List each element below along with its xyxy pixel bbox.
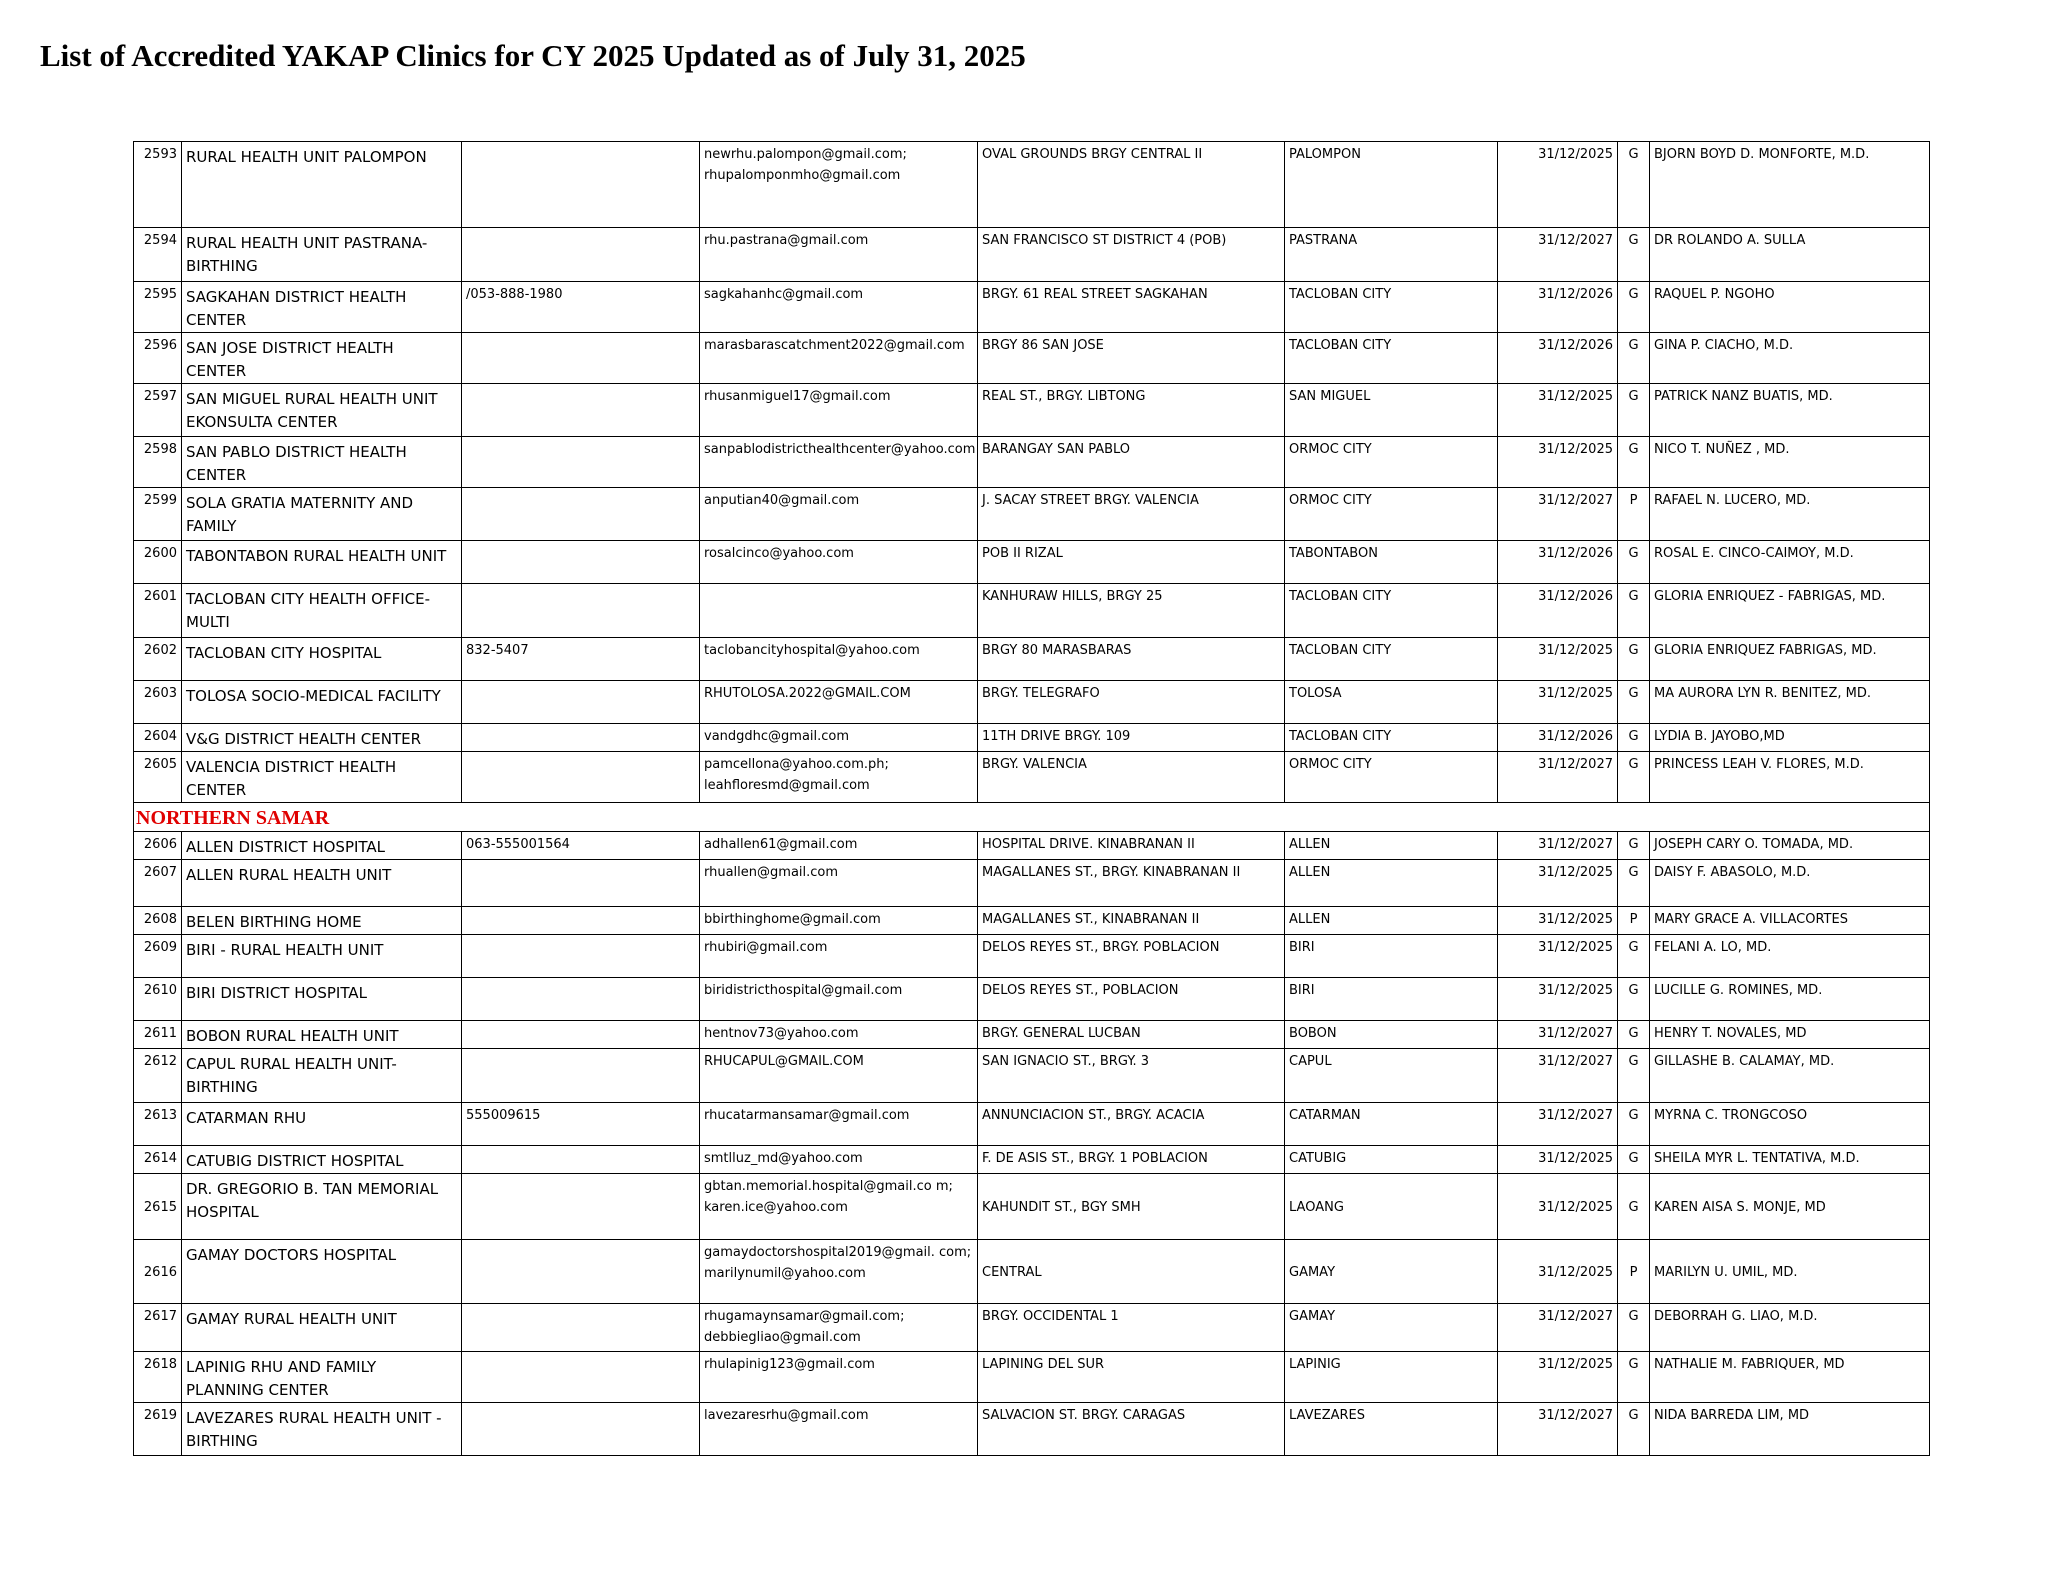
cell-no: 2603 [134, 681, 182, 724]
cell-email: rosalcinco@yahoo.com [700, 541, 978, 584]
cell-email [700, 584, 978, 638]
cell-head: NIDA BARREDA LIM, MD [1650, 1403, 1930, 1456]
cell-email: newrhu.palompon@gmail.com; rhupalomponmho@gmail.com [700, 142, 978, 228]
cell-head: HENRY T. NOVALES, MD [1650, 1021, 1930, 1049]
cell-name: CATARMAN RHU [182, 1103, 462, 1146]
cell-no: 2619 [134, 1403, 182, 1456]
cell-email: RHUCAPUL@GMAIL.COM [700, 1049, 978, 1103]
cell-no: 2596 [134, 333, 182, 384]
cell-email: taclobancityhospital@yahoo.com [700, 638, 978, 681]
cell-no: 2618 [134, 1352, 182, 1403]
cell-address: BRGY. TELEGRAFO [978, 681, 1285, 724]
cell-cat: G [1618, 541, 1650, 584]
cell-name: ALLEN RURAL HEALTH UNIT [182, 860, 462, 907]
table-row [134, 1352, 1930, 1403]
table-row [134, 1174, 1930, 1240]
cell-address: MAGALLANES ST., BRGY. KINABRANAN II [978, 860, 1285, 907]
table-row [134, 1103, 1930, 1146]
cell-no: 2608 [134, 907, 182, 935]
table-row [134, 228, 1930, 282]
cell-address: BRGY. OCCIDENTAL 1 [978, 1304, 1285, 1352]
cell-email: rhusanmiguel17@gmail.com [700, 384, 978, 437]
cell-name: SAN JOSE DISTRICT HEALTH CENTER [182, 333, 462, 384]
cell-no: 2606 [134, 832, 182, 860]
cell-phone: 063-555001564 [462, 832, 700, 860]
cell-email: sagkahanhc@gmail.com [700, 282, 978, 333]
table-row [134, 638, 1930, 681]
cell-no: 2598 [134, 437, 182, 488]
cell-valid: 31/12/2025 [1498, 681, 1618, 724]
cell-name: RURAL HEALTH UNIT PASTRANA-BIRTHING [182, 228, 462, 282]
cell-email: pamcellona@yahoo.com.ph; leahfloresmd@gmail.com [700, 752, 978, 803]
cell-no: 2605 [134, 752, 182, 803]
cell-city: LAPINIG [1285, 1352, 1498, 1403]
table-row [134, 1049, 1930, 1103]
cell-valid: 31/12/2025 [1498, 907, 1618, 935]
cell-head: MARILYN U. UMIL, MD. [1650, 1240, 1930, 1304]
cell-city: TABONTABON [1285, 541, 1498, 584]
cell-city: BOBON [1285, 1021, 1498, 1049]
cell-no: 2599 [134, 488, 182, 541]
table-body-eastern [134, 142, 1930, 803]
cell-name: RURAL HEALTH UNIT PALOMPON [182, 142, 462, 228]
cell-cat: G [1618, 384, 1650, 437]
cell-name: SAGKAHAN DISTRICT HEALTH CENTER [182, 282, 462, 333]
cell-no: 2595 [134, 282, 182, 333]
cell-cat: G [1618, 860, 1650, 907]
cell-city: TACLOBAN CITY [1285, 282, 1498, 333]
cell-name: CATUBIG DISTRICT HOSPITAL [182, 1146, 462, 1174]
cell-address: MAGALLANES ST., KINABRANAN II [978, 907, 1285, 935]
cell-name: LAVEZARES RURAL HEALTH UNIT - BIRTHING [182, 1403, 462, 1456]
cell-name: DR. GREGORIO B. TAN MEMORIAL HOSPITAL [182, 1174, 462, 1240]
cell-no: 2611 [134, 1021, 182, 1049]
cell-email: rhucatarmansamar@gmail.com [700, 1103, 978, 1146]
cell-city: TACLOBAN CITY [1285, 333, 1498, 384]
cell-phone [462, 724, 700, 752]
cell-city: CAPUL [1285, 1049, 1498, 1103]
cell-head: LUCILLE G. ROMINES, MD. [1650, 978, 1930, 1021]
cell-email: gamaydoctorshospital2019@gmail. com; marilynumil@yahoo.com [700, 1240, 978, 1304]
cell-city: ALLEN [1285, 832, 1498, 860]
table-row [134, 437, 1930, 488]
cell-cat: G [1618, 1049, 1650, 1103]
cell-cat: G [1618, 638, 1650, 681]
cell-valid: 31/12/2025 [1498, 1146, 1618, 1174]
cell-phone [462, 1352, 700, 1403]
cell-address: REAL ST., BRGY. LIBTONG [978, 384, 1285, 437]
cell-valid: 31/12/2027 [1498, 1403, 1618, 1456]
table-row [134, 1021, 1930, 1049]
cell-address: HOSPITAL DRIVE. KINABRANAN II [978, 832, 1285, 860]
cell-no: 2602 [134, 638, 182, 681]
cell-address: OVAL GROUNDS BRGY CENTRAL II [978, 142, 1285, 228]
cell-valid: 31/12/2027 [1498, 1021, 1618, 1049]
cell-email: RHUTOLOSA.2022@GMAIL.COM [700, 681, 978, 724]
cell-phone [462, 752, 700, 803]
cell-email: lavezaresrhu@gmail.com [700, 1403, 978, 1456]
cell-phone [462, 384, 700, 437]
table-row [134, 978, 1930, 1021]
table-row [134, 752, 1930, 803]
cell-head: BJORN BOYD D. MONFORTE, M.D. [1650, 142, 1930, 228]
cell-phone: 555009615 [462, 1103, 700, 1146]
cell-valid: 31/12/2026 [1498, 584, 1618, 638]
cell-phone [462, 860, 700, 907]
cell-city: ORMOC CITY [1285, 752, 1498, 803]
cell-cat: G [1618, 1174, 1650, 1240]
table-row [134, 282, 1930, 333]
cell-email: rhuallen@gmail.com [700, 860, 978, 907]
cell-head: NATHALIE M. FABRIQUER, MD [1650, 1352, 1930, 1403]
cell-phone [462, 1174, 700, 1240]
cell-name: TACLOBAN CITY HEALTH OFFICE-MULTI [182, 584, 462, 638]
cell-no: 2601 [134, 584, 182, 638]
cell-head: MA AURORA LYN R. BENITEZ, MD. [1650, 681, 1930, 724]
cell-cat: G [1618, 1146, 1650, 1174]
cell-no: 2607 [134, 860, 182, 907]
cell-head: MYRNA C. TRONGCOSO [1650, 1103, 1930, 1146]
cell-phone [462, 228, 700, 282]
cell-head: FELANI A. LO, MD. [1650, 935, 1930, 978]
cell-phone [462, 978, 700, 1021]
cell-cat: P [1618, 907, 1650, 935]
cell-phone [462, 1049, 700, 1103]
cell-head: GINA P. CIACHO, M.D. [1650, 333, 1930, 384]
table-row [134, 142, 1930, 228]
cell-address: 11TH DRIVE BRGY. 109 [978, 724, 1285, 752]
cell-phone: 832-5407 [462, 638, 700, 681]
cell-head: GLORIA ENRIQUEZ FABRIGAS, MD. [1650, 638, 1930, 681]
table-row [134, 681, 1930, 724]
cell-no: 2614 [134, 1146, 182, 1174]
cell-phone [462, 333, 700, 384]
cell-email: adhallen61@gmail.com [700, 832, 978, 860]
cell-address: LAPINING DEL SUR [978, 1352, 1285, 1403]
cell-head: GLORIA ENRIQUEZ - FABRIGAS, MD. [1650, 584, 1930, 638]
cell-name: LAPINIG RHU AND FAMILY PLANNING CENTER [182, 1352, 462, 1403]
cell-name: V&G DISTRICT HEALTH CENTER [182, 724, 462, 752]
cell-phone [462, 1021, 700, 1049]
cell-address: ANNUNCIACION ST., BRGY. ACACIA [978, 1103, 1285, 1146]
cell-email: rhu.pastrana@gmail.com [700, 228, 978, 282]
cell-head: KAREN AISA S. MONJE, MD [1650, 1174, 1930, 1240]
cell-cat: G [1618, 1103, 1650, 1146]
table-body-northern-samar [134, 832, 1930, 1456]
cell-valid: 31/12/2027 [1498, 488, 1618, 541]
cell-phone [462, 584, 700, 638]
cell-email: hentnov73@yahoo.com [700, 1021, 978, 1049]
cell-email: anputian40@gmail.com [700, 488, 978, 541]
table-row [134, 1240, 1930, 1304]
cell-cat: G [1618, 832, 1650, 860]
cell-no: 2604 [134, 724, 182, 752]
table-row [134, 907, 1930, 935]
cell-cat: G [1618, 1021, 1650, 1049]
cell-address: BARANGAY SAN PABLO [978, 437, 1285, 488]
cell-valid: 31/12/2026 [1498, 282, 1618, 333]
cell-no: 2594 [134, 228, 182, 282]
cell-head: JOSEPH CARY O. TOMADA, MD. [1650, 832, 1930, 860]
cell-city: ALLEN [1285, 860, 1498, 907]
cell-cat: G [1618, 228, 1650, 282]
cell-valid: 31/12/2027 [1498, 1049, 1618, 1103]
table-row [134, 935, 1930, 978]
cell-address: BRGY. VALENCIA [978, 752, 1285, 803]
cell-cat: P [1618, 488, 1650, 541]
cell-phone [462, 1304, 700, 1352]
cell-name: VALENCIA DISTRICT HEALTH CENTER [182, 752, 462, 803]
cell-head: GILLASHE B. CALAMAY, MD. [1650, 1049, 1930, 1103]
cell-name: BIRI - RURAL HEALTH UNIT [182, 935, 462, 978]
cell-city: ORMOC CITY [1285, 488, 1498, 541]
section-title-northern-samar: NORTHERN SAMAR [134, 803, 1930, 832]
cell-address: SALVACION ST. BRGY. CARAGAS [978, 1403, 1285, 1456]
section-header [134, 803, 1930, 832]
cell-valid: 31/12/2027 [1498, 752, 1618, 803]
cell-address: DELOS REYES ST., BRGY. POBLACION [978, 935, 1285, 978]
cell-head: SHEILA MYR L. TENTATIVA, M.D. [1650, 1146, 1930, 1174]
cell-phone [462, 488, 700, 541]
cell-head: PATRICK NANZ BUATIS, MD. [1650, 384, 1930, 437]
table-row [134, 1304, 1930, 1352]
cell-cat: G [1618, 724, 1650, 752]
cell-city: TACLOBAN CITY [1285, 724, 1498, 752]
cell-phone [462, 1146, 700, 1174]
cell-city: GAMAY [1285, 1304, 1498, 1352]
cell-head: RAFAEL N. LUCERO, MD. [1650, 488, 1930, 541]
cell-cat: G [1618, 142, 1650, 228]
cell-phone [462, 437, 700, 488]
cell-name: TABONTABON RURAL HEALTH UNIT [182, 541, 462, 584]
cell-no: 2613 [134, 1103, 182, 1146]
table-row [134, 832, 1930, 860]
cell-city: CATARMAN [1285, 1103, 1498, 1146]
cell-address: DELOS REYES ST., POBLACION [978, 978, 1285, 1021]
page-title: List of Accredited YAKAP Clinics for CY 2025 Updated as of July 31, 2025 [40, 38, 1026, 73]
cell-city: TACLOBAN CITY [1285, 638, 1498, 681]
table-row [134, 584, 1930, 638]
clinic-table [133, 141, 1930, 1456]
cell-cat: P [1618, 1240, 1650, 1304]
cell-valid: 31/12/2025 [1498, 384, 1618, 437]
cell-city: SAN MIGUEL [1285, 384, 1498, 437]
cell-name: CAPUL RURAL HEALTH UNIT-BIRTHING [182, 1049, 462, 1103]
cell-address: J. SACAY STREET BRGY. VALENCIA [978, 488, 1285, 541]
cell-valid: 31/12/2025 [1498, 978, 1618, 1021]
cell-phone: /053-888-1980 [462, 282, 700, 333]
cell-email: vandgdhc@gmail.com [700, 724, 978, 752]
cell-email: sanpablodistricthealthcenter@yahoo.com [700, 437, 978, 488]
cell-name: GAMAY DOCTORS HOSPITAL [182, 1240, 462, 1304]
cell-valid: 31/12/2025 [1498, 860, 1618, 907]
cell-no: 2615 [134, 1174, 182, 1240]
cell-no: 2617 [134, 1304, 182, 1352]
cell-address: BRGY. 61 REAL STREET SAGKAHAN [978, 282, 1285, 333]
cell-email: rhugamaynsamar@gmail.com; debbiegliao@gmail.com [700, 1304, 978, 1352]
cell-cat: G [1618, 1403, 1650, 1456]
cell-cat: G [1618, 978, 1650, 1021]
cell-no: 2616 [134, 1240, 182, 1304]
table-row [134, 488, 1930, 541]
cell-name: SAN MIGUEL RURAL HEALTH UNIT EKONSULTA CENTER [182, 384, 462, 437]
cell-valid: 31/12/2026 [1498, 724, 1618, 752]
table-row [134, 1403, 1930, 1456]
cell-name: SOLA GRATIA MATERNITY AND FAMILY [182, 488, 462, 541]
cell-name: TACLOBAN CITY HOSPITAL [182, 638, 462, 681]
cell-valid: 31/12/2025 [1498, 437, 1618, 488]
cell-phone [462, 935, 700, 978]
cell-head: ROSAL E. CINCO-CAIMOY, M.D. [1650, 541, 1930, 584]
cell-head: DR ROLANDO A. SULLA [1650, 228, 1930, 282]
cell-valid: 31/12/2027 [1498, 832, 1618, 860]
cell-no: 2597 [134, 384, 182, 437]
cell-head: DAISY F. ABASOLO, M.D. [1650, 860, 1930, 907]
cell-head: PRINCESS LEAH V. FLORES, M.D. [1650, 752, 1930, 803]
cell-city: TACLOBAN CITY [1285, 584, 1498, 638]
cell-cat: G [1618, 935, 1650, 978]
cell-email: rhulapinig123@gmail.com [700, 1352, 978, 1403]
cell-valid: 31/12/2027 [1498, 1103, 1618, 1146]
cell-head: NICO T. NUÑEZ , MD. [1650, 437, 1930, 488]
cell-valid: 31/12/2027 [1498, 228, 1618, 282]
table-row [134, 333, 1930, 384]
cell-address: POB II RIZAL [978, 541, 1285, 584]
cell-phone [462, 541, 700, 584]
cell-address: SAN IGNACIO ST., BRGY. 3 [978, 1049, 1285, 1103]
cell-address: BRGY 86 SAN JOSE [978, 333, 1285, 384]
cell-name: BIRI DISTRICT HOSPITAL [182, 978, 462, 1021]
cell-cat: G [1618, 681, 1650, 724]
cell-name: GAMAY RURAL HEALTH UNIT [182, 1304, 462, 1352]
cell-valid: 31/12/2025 [1498, 935, 1618, 978]
cell-no: 2612 [134, 1049, 182, 1103]
cell-valid: 31/12/2027 [1498, 1304, 1618, 1352]
cell-name: BOBON RURAL HEALTH UNIT [182, 1021, 462, 1049]
cell-address: KANHURAW HILLS, BRGY 25 [978, 584, 1285, 638]
cell-city: PASTRANA [1285, 228, 1498, 282]
cell-cat: G [1618, 437, 1650, 488]
cell-head: DEBORRAH G. LIAO, M.D. [1650, 1304, 1930, 1352]
cell-city: TOLOSA [1285, 681, 1498, 724]
cell-cat: G [1618, 282, 1650, 333]
cell-city: PALOMPON [1285, 142, 1498, 228]
cell-phone [462, 681, 700, 724]
cell-valid: 31/12/2025 [1498, 1174, 1618, 1240]
cell-email: rhubiri@gmail.com [700, 935, 978, 978]
table-row [134, 541, 1930, 584]
cell-head: RAQUEL P. NGOHO [1650, 282, 1930, 333]
cell-phone [462, 1240, 700, 1304]
cell-city: ORMOC CITY [1285, 437, 1498, 488]
cell-email: marasbarascatchment2022@gmail.com [700, 333, 978, 384]
cell-valid: 31/12/2025 [1498, 1240, 1618, 1304]
cell-phone [462, 907, 700, 935]
cell-name: TOLOSA SOCIO-MEDICAL FACILITY [182, 681, 462, 724]
cell-valid: 31/12/2026 [1498, 541, 1618, 584]
cell-name: BELEN BIRTHING HOME [182, 907, 462, 935]
cell-name: ALLEN DISTRICT HOSPITAL [182, 832, 462, 860]
cell-valid: 31/12/2026 [1498, 333, 1618, 384]
cell-cat: G [1618, 333, 1650, 384]
cell-city: LAOANG [1285, 1174, 1498, 1240]
cell-address: BRGY. GENERAL LUCBAN [978, 1021, 1285, 1049]
cell-city: LAVEZARES [1285, 1403, 1498, 1456]
cell-phone [462, 1403, 700, 1456]
cell-valid: 31/12/2025 [1498, 1352, 1618, 1403]
cell-valid: 31/12/2025 [1498, 142, 1618, 228]
cell-city: BIRI [1285, 935, 1498, 978]
cell-city: CATUBIG [1285, 1146, 1498, 1174]
cell-address: F. DE ASIS ST., BRGY. 1 POBLACION [978, 1146, 1285, 1174]
cell-address: SAN FRANCISCO ST DISTRICT 4 (POB) [978, 228, 1285, 282]
cell-no: 2600 [134, 541, 182, 584]
cell-city: BIRI [1285, 978, 1498, 1021]
cell-cat: G [1618, 1304, 1650, 1352]
cell-valid: 31/12/2025 [1498, 638, 1618, 681]
cell-name: SAN PABLO DISTRICT HEALTH CENTER [182, 437, 462, 488]
cell-phone [462, 142, 700, 228]
cell-address: KAHUNDIT ST., BGY SMH [978, 1174, 1285, 1240]
cell-no: 2609 [134, 935, 182, 978]
table-row [134, 860, 1930, 907]
cell-address: CENTRAL [978, 1240, 1285, 1304]
table-row [134, 724, 1930, 752]
table-row [134, 384, 1930, 437]
cell-no: 2593 [134, 142, 182, 228]
cell-cat: G [1618, 752, 1650, 803]
cell-email: biridistricthospital@gmail.com [700, 978, 978, 1021]
cell-cat: G [1618, 1352, 1650, 1403]
cell-city: ALLEN [1285, 907, 1498, 935]
cell-city: GAMAY [1285, 1240, 1498, 1304]
table-row [134, 1146, 1930, 1174]
cell-email: smtlluz_md@yahoo.com [700, 1146, 978, 1174]
cell-head: LYDIA B. JAYOBO,MD [1650, 724, 1930, 752]
cell-head: MARY GRACE A. VILLACORTES [1650, 907, 1930, 935]
cell-cat: G [1618, 584, 1650, 638]
cell-address: BRGY 80 MARASBARAS [978, 638, 1285, 681]
cell-email: gbtan.memorial.hospital@gmail.co m; karen.ice@yahoo.com [700, 1174, 978, 1240]
cell-email: bbirthinghome@gmail.com [700, 907, 978, 935]
cell-no: 2610 [134, 978, 182, 1021]
